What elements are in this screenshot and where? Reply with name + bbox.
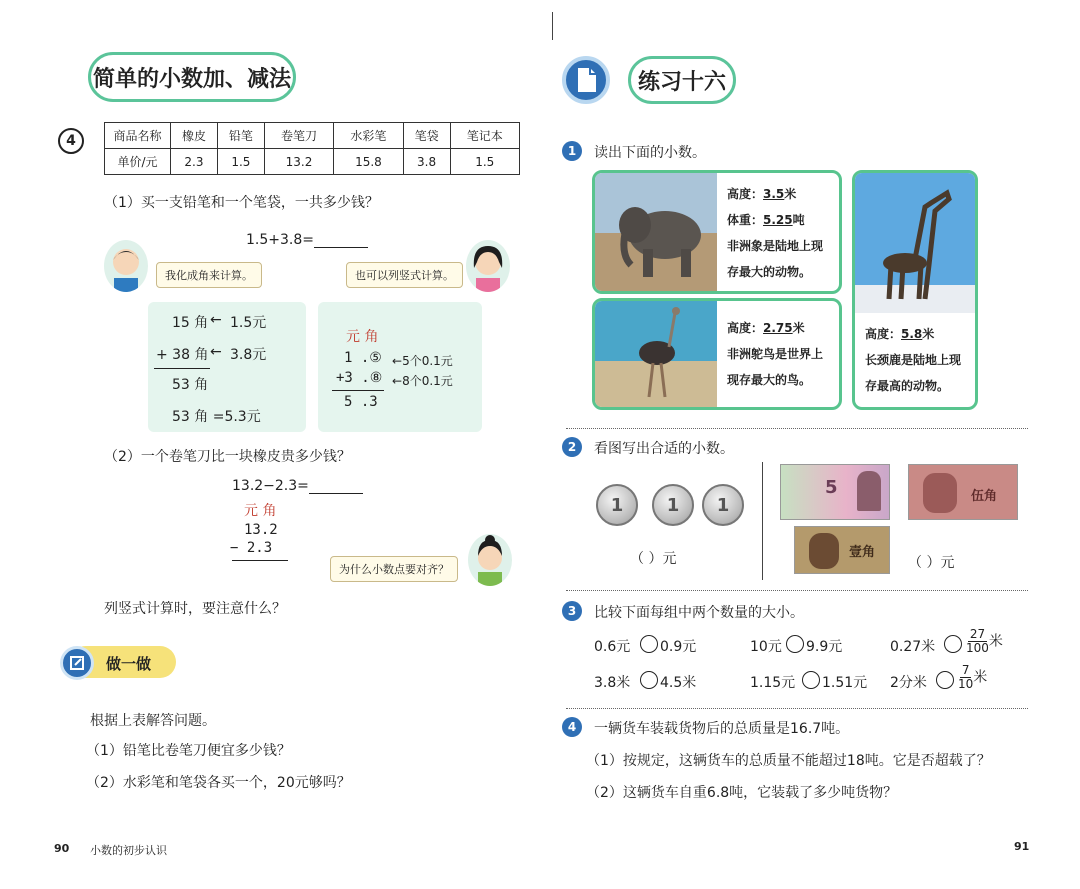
example-number: 4 — [58, 128, 84, 154]
compare-circle[interactable] — [936, 671, 954, 689]
calc-note-text: 5个0.1元 — [402, 354, 453, 368]
fact-unit: 吨 — [792, 213, 805, 227]
do-it-title: 做一做 — [106, 655, 152, 673]
unit: 米 — [988, 633, 1003, 650]
fact-value: 2.75 — [763, 321, 793, 335]
banknote-5jiao — [908, 464, 1018, 520]
table-cell: 商品名称 — [105, 123, 171, 149]
vertical-calc-note: 列竖式计算时，要注意什么？ — [104, 601, 286, 617]
denominator: 100 — [966, 641, 989, 655]
arrow-left-icon: ← — [392, 354, 403, 368]
price-table — [104, 122, 520, 175]
unit-header: 元 角 — [346, 329, 379, 345]
exercise-1-title: 读出下面的小数。 — [594, 145, 706, 161]
exercise-badge: 4 — [562, 717, 582, 737]
page-number: 91 — [1014, 840, 1030, 853]
calc-line: 1 .⑤ — [344, 350, 382, 366]
compare-circle[interactable] — [640, 671, 658, 689]
exercise-3-title: 比较下面每组中两个数量的大小。 — [594, 605, 804, 621]
calc-line: 1.5元 — [230, 315, 267, 331]
table-cell: 铅笔 — [217, 123, 264, 149]
calc-line: 13.2 — [244, 522, 278, 538]
fact-label: 高度： — [727, 187, 764, 201]
elephant-card — [592, 170, 842, 294]
compare-right: 0.9元 — [660, 639, 697, 655]
table-cell: 单价/元 — [105, 149, 171, 175]
speech-bubble-1: 我化成角来计算。 — [156, 262, 262, 288]
fact-line — [727, 181, 823, 207]
q1-expression-text: 1.5+3.8= — [246, 232, 314, 248]
document-icon — [562, 56, 610, 104]
compare-left: 1.15元 — [750, 675, 796, 691]
calc-line: − 2.3 — [230, 540, 273, 556]
calc-line: 53 角 — [172, 377, 209, 393]
calc-line: 5 .3 — [344, 394, 378, 410]
speech-bubble-2: 也可以列竖式计算。 — [346, 262, 463, 288]
giraffe-card — [852, 170, 978, 410]
fact-text: 存最高的动物。 — [865, 379, 950, 393]
page-number: 90 — [54, 842, 70, 855]
calc-line: + 38 角 — [156, 347, 209, 363]
exercise-4-question-2: （2）这辆货车自重6.8吨，它装载了多少吨货物？ — [586, 785, 898, 801]
table-cell: 1.5 — [450, 149, 519, 175]
fact-value: 5.8 — [901, 327, 923, 341]
note-value: 壹角 — [849, 545, 876, 560]
avatar-girl — [466, 240, 510, 292]
compare-circle[interactable] — [640, 635, 658, 653]
fact-unit: 米 — [792, 321, 805, 335]
elephant-image — [595, 173, 717, 294]
calc-box-jiao — [148, 302, 306, 432]
calc-line: 53 角 =5.3元 — [172, 409, 261, 425]
speech-bubble-3: 为什么小数点要对齐？ — [330, 556, 458, 582]
exercise-badge: 1 — [562, 141, 582, 161]
calc-rule — [332, 390, 384, 391]
calc-rule — [232, 560, 288, 561]
answer-blank[interactable] — [314, 234, 368, 248]
right-page — [540, 0, 1080, 889]
table-cell: 橡皮 — [171, 123, 218, 149]
exercise-4-question-1: （1）按规定，这辆货车的总质量不能超过18吨。它是否超载了？ — [586, 753, 991, 769]
calc-box-vertical — [318, 302, 482, 432]
fact-line — [727, 315, 823, 341]
q2-expression — [232, 478, 363, 494]
separator — [566, 708, 1028, 709]
answer-blank-yuan[interactable]: （ ）元 — [908, 555, 955, 571]
ostrich-card — [592, 298, 842, 410]
unit-header: 元 角 — [244, 503, 277, 519]
fact-text: 存最大的动物。 — [727, 265, 812, 279]
fact-line — [865, 321, 961, 347]
unit: 米 — [973, 669, 988, 686]
exercise-4-title: 一辆货车装载货物后的总质量是16.7吨。 — [594, 721, 850, 737]
compare-left: 10元 — [750, 639, 782, 655]
calc-note — [392, 372, 453, 389]
question-1: （1）买一支铅笔和一个笔袋，一共多少钱？ — [104, 195, 379, 211]
q1-expression — [246, 232, 368, 248]
avatar-boy — [104, 240, 148, 292]
numerator: 27 — [969, 627, 986, 641]
table-cell: 笔袋 — [403, 123, 450, 149]
calc-rule — [154, 368, 210, 369]
arrow-left-icon: ← — [392, 374, 403, 388]
compare-circle[interactable] — [802, 671, 820, 689]
table-row — [105, 149, 520, 175]
compare-right: 4.5米 — [660, 675, 697, 691]
fact-text: 非洲鸵鸟是世界上 — [727, 347, 824, 361]
calc-line: 15 角 — [172, 315, 209, 331]
exercise-badge: 3 — [562, 601, 582, 621]
fraction — [966, 628, 989, 655]
avatar-girl-2 — [468, 534, 512, 586]
question-2: （2）一个卷笔刀比一块橡皮贵多少钱？ — [104, 449, 351, 465]
giraffe-image — [855, 173, 975, 313]
calc-line: 3.8元 — [230, 347, 267, 363]
fraction — [958, 664, 973, 691]
fact-line — [727, 207, 823, 233]
table-header-row — [105, 123, 520, 149]
section-title: 简单的小数加、减法 — [88, 52, 296, 102]
table-cell: 3.8 — [403, 149, 450, 175]
exercise-title: 练习十六 — [628, 56, 736, 104]
answer-blank-yuan[interactable]: （ ）元 — [630, 551, 677, 567]
table-cell: 13.2 — [264, 149, 333, 175]
compare-left: 2分米 — [890, 675, 927, 691]
fact-unit: 米 — [922, 327, 935, 341]
calc-line: +3 .⑧ — [336, 370, 383, 386]
table-cell: 15.8 — [334, 149, 403, 175]
calc-note-text: 8个0.1元 — [402, 374, 453, 388]
exercise-2-title: 看图写出合适的小数。 — [594, 441, 734, 457]
do-it-question-1: （1）铅笔比卷笔刀便宜多少钱？ — [86, 743, 291, 759]
note-value: 5 — [825, 477, 838, 498]
banknote-5yuan — [780, 464, 890, 520]
table-cell: 1.5 — [217, 149, 264, 175]
compare-right: 9.9元 — [806, 639, 843, 655]
compare-left: 0.6元 — [594, 639, 631, 655]
compare-left: 0.27米 — [890, 639, 936, 655]
divider — [762, 462, 763, 580]
separator — [566, 428, 1028, 429]
ostrich-image — [595, 301, 717, 410]
fact-text: 长颈鹿是陆地上现 — [865, 353, 962, 367]
denominator: 10 — [958, 677, 974, 691]
table-cell: 水彩笔 — [334, 123, 403, 149]
compare-circle[interactable] — [944, 635, 962, 653]
fact-label: 高度： — [865, 327, 902, 341]
compare-right: 1.51元 — [822, 675, 868, 691]
fact-label: 高度： — [727, 321, 764, 335]
portrait-icon — [809, 533, 839, 569]
ostrich-facts — [727, 315, 823, 393]
compare-circle[interactable] — [786, 635, 804, 653]
fact-text: 现存最大的鸟。 — [727, 373, 812, 387]
table-cell: 卷笔刀 — [264, 123, 333, 149]
fact-label: 体重： — [727, 213, 764, 227]
giraffe-facts — [865, 321, 961, 399]
banknote-1jiao — [794, 526, 890, 574]
arrow-left-icon: ← — [210, 344, 222, 360]
coin-1yuan: 1 — [596, 484, 638, 526]
compare-left: 3.8米 — [594, 675, 631, 691]
note-value: 伍角 — [971, 489, 998, 504]
separator — [566, 590, 1028, 591]
compare-right-fraction — [958, 664, 987, 691]
do-it-intro: 根据上表解答问题。 — [90, 713, 216, 729]
fact-text: 非洲象是陆地上现 — [727, 239, 824, 253]
portrait-icon — [923, 473, 957, 513]
portrait-icon — [857, 471, 881, 511]
coin-1yuan: 1 — [702, 484, 744, 526]
chapter-footer: 小数的初步认识 — [90, 844, 167, 857]
numerator: 7 — [961, 663, 970, 677]
q2-expression-text: 13.2−2.3= — [232, 478, 309, 494]
answer-blank[interactable] — [309, 480, 363, 494]
fact-unit: 米 — [784, 187, 797, 201]
arrow-left-icon: ← — [210, 312, 222, 328]
elephant-facts — [727, 181, 823, 285]
pencil-icon — [60, 646, 94, 680]
do-it-question-2: （2）水彩笔和笔袋各买一个，20元够吗？ — [86, 775, 351, 791]
exercise-badge: 2 — [562, 437, 582, 457]
fact-value: 3.5 — [763, 187, 785, 201]
calc-note — [392, 352, 453, 369]
coin-1yuan: 1 — [652, 484, 694, 526]
compare-right-fraction — [966, 628, 1003, 655]
fact-value: 5.25 — [763, 213, 793, 227]
table-cell: 笔记本 — [450, 123, 519, 149]
table-cell: 2.3 — [171, 149, 218, 175]
